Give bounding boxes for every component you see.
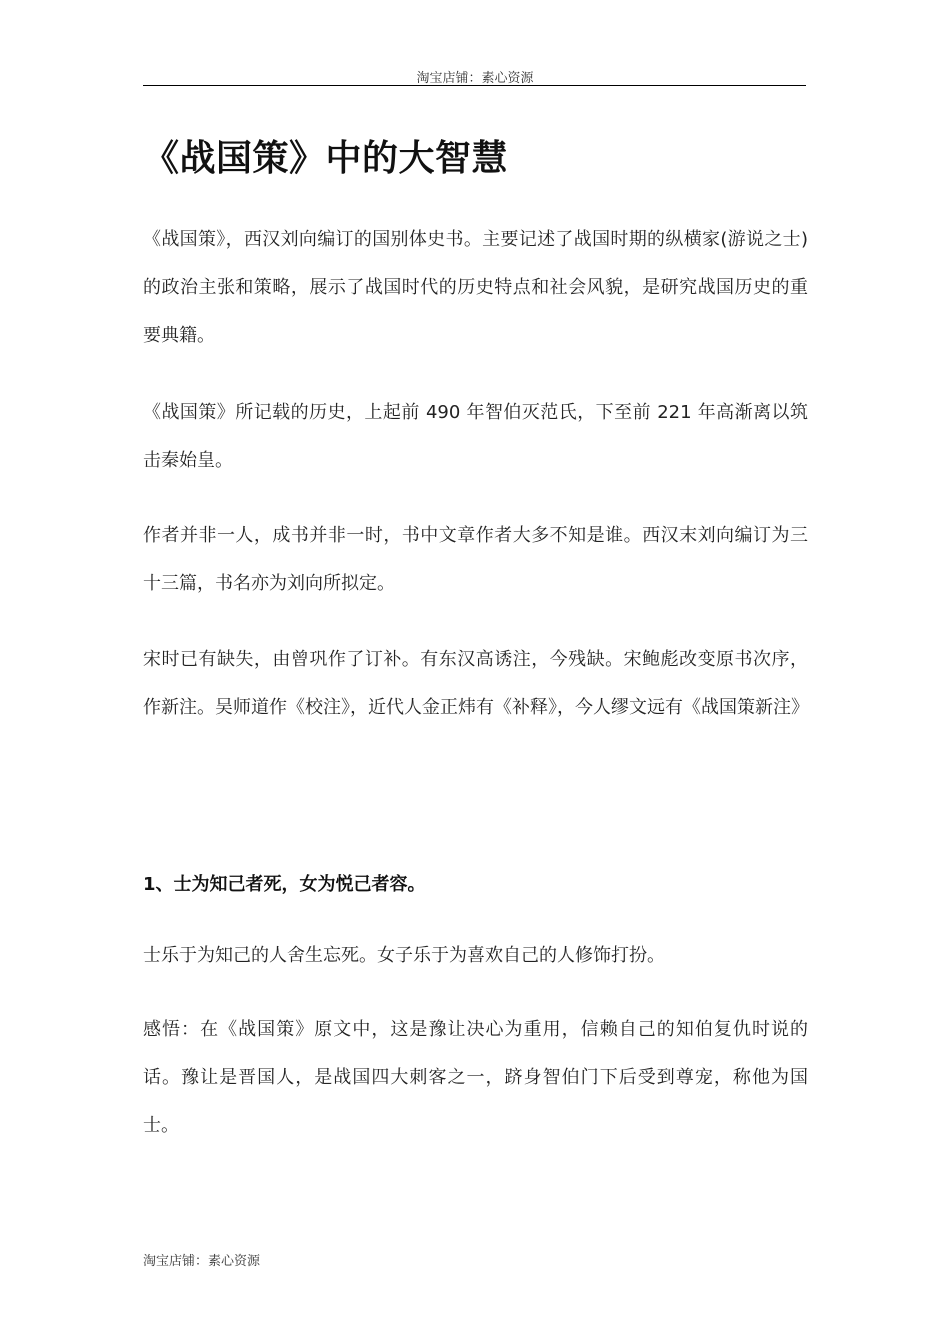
authorship-paragraph: 作者并非一人，成书并非一时，书中文章作者大多不知是谁。西汉末刘向编订为三十三篇，书名亦为刘向所拟定。: [143, 525, 808, 594]
history-range-paragraph: 《战国策》所记载的历史，上起前 490 年智伯灭范氏，下至前 221 年高渐离以筑击秦始皇。: [143, 402, 808, 471]
section-1-translation: 士乐于为知己的人舍生忘死。女子乐于为喜欢自己的人修饰打扮。: [143, 945, 665, 966]
header-divider: [143, 85, 806, 86]
section-1-reflection: 感悟：在《战国策》原文中，这是豫让决心为重用，信赖自己的知伯复仇时说的话。豫让是晋国人，是战国四大刺客之一，跻身智伯门下后受到尊宠，称他为国士。: [143, 1019, 808, 1136]
page-footer-text: 淘宝店铺：素心资源: [143, 1254, 261, 1269]
section-1-heading: 1、士为知己者死，女为悦己者容。: [143, 874, 426, 895]
document-title: 《战国策》中的大智慧: [143, 138, 509, 179]
intro-paragraph: 《战国策》，西汉刘向编订的国别体史书。主要记述了战国时期的纵横家(游说之士)的政治主张和策略，展示了战国时代的历史特点和社会风貌，是研究战国历史的重要典籍。: [143, 229, 808, 346]
annotations-paragraph: 宋时已有缺失，由曾巩作了订补。有东汉高诱注，今残缺。宋鲍彪改变原书次序，作新注。吴师道作《校注》，近代人金正炜有《补释》，今人缪文远有《战国策新注》: [143, 649, 809, 718]
page-header-text: 淘宝店铺：素心资源: [416, 71, 534, 86]
